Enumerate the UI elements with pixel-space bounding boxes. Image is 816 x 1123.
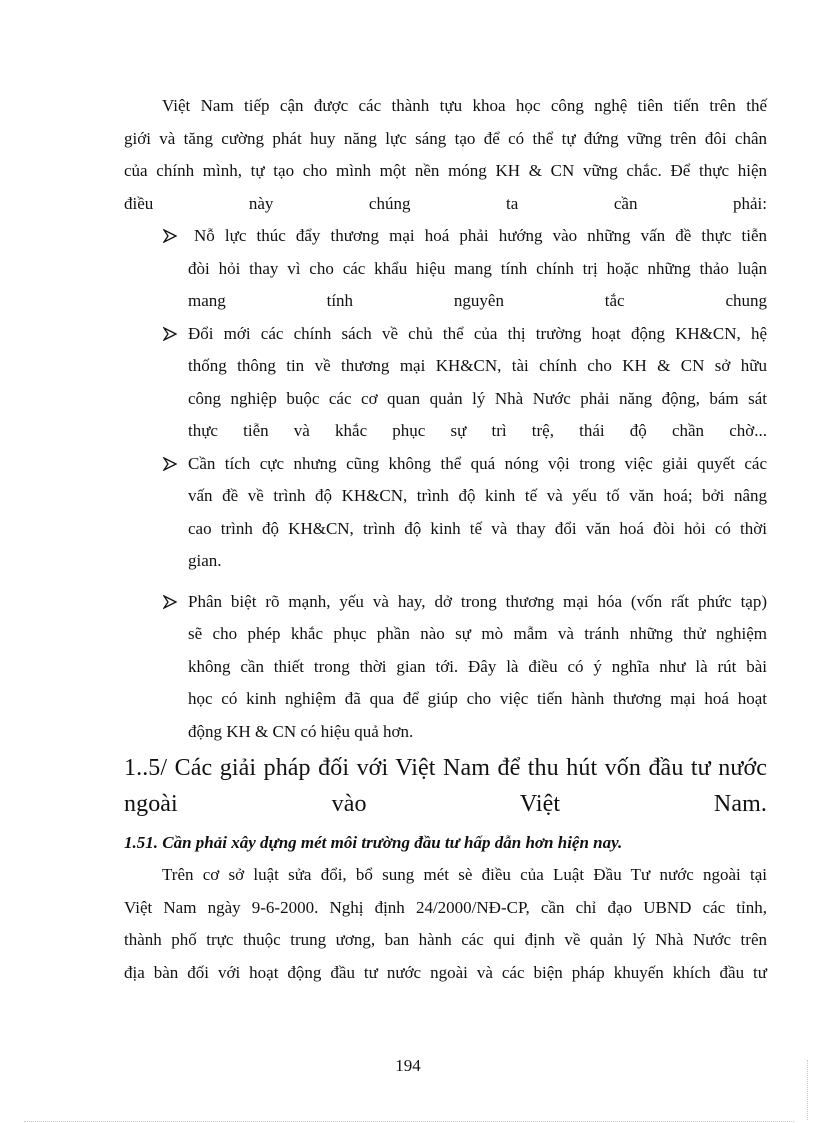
section-heading — [124, 750, 767, 822]
bullet-line: thực tiễn và khắc phục sự trì trệ, thái độ chần chờ... — [188, 421, 767, 440]
intro-paragraph — [124, 90, 767, 220]
section-heading-line-1: 1..5/ Các giải pháp đối với Việt Nam để thu hút vốn đầu tư nước — [124, 755, 767, 781]
bullet-line: thống thông tin về thương mại KH&CN, tài chính cho KH & CN sở hữu — [188, 356, 767, 375]
intro-line-4: điều này chúng ta cần phải: — [124, 193, 767, 213]
bullet-line: công nghiệp buộc các cơ quan quản lý Nhà Nước phải năng động, bám sát — [188, 388, 767, 408]
bullet-line: Phân biệt rõ mạnh, yếu và hay, dở trong thương mại hóa (vốn rất phức tạp) — [188, 591, 767, 611]
page-number: 194 — [395, 1056, 421, 1075]
arrowhead-bullet-icon — [162, 318, 180, 351]
bullet-line: đòi hỏi thay vì cho các khẩu hiệu mang tính chính trị hoặc những thảo luận — [188, 258, 767, 278]
subsection-heading: 1.51. Cần phải xây dựng mét môi trường đầu tư hấp dẫn hơn hiện nay. — [124, 833, 623, 852]
section-heading-line-2: ngoài vào Việt Nam. — [124, 791, 767, 817]
intro-line-1: Việt Nam tiếp cận được các thành tựu khoa học công nghệ tiên tiến trên thế — [162, 96, 767, 115]
bullet-line: học có kinh nghiệm đã qua để giúp cho việc tiến hành thương mại hoá hoạt — [188, 689, 767, 708]
bullet-list — [124, 220, 767, 748]
bullet-line: gian. — [188, 551, 222, 570]
bullet-item — [124, 220, 767, 318]
body-line-3: thành phố trực thuộc trung ương, ban hành các qui định về quản lý Nhà Nước trên — [124, 930, 767, 949]
page-content — [124, 90, 767, 989]
bullet-line: không cần thiết trong thời gian tới. Đây là điều có ý nghĩa như là rút bài — [188, 656, 767, 676]
bullet-item — [124, 586, 767, 749]
arrowhead-bullet-icon — [162, 220, 180, 253]
bullet-line: cao trình độ KH&CN, trình độ kinh tế và thay đổi văn hoá đòi hỏi có thời — [188, 518, 767, 538]
body-line-1: Trên cơ sở luật sửa đổi, bổ sung mét sè điều của Luật Đầu Tư nước ngoài tại — [162, 865, 767, 884]
bullet-line: vấn đề về trình độ KH&CN, trình độ kinh tế và yếu tố văn hoá; bởi nâng — [188, 486, 767, 505]
bullet-line: Cần tích cực nhưng cũng không thể quá nóng vội trong việc giải quyết các — [188, 453, 767, 473]
arrowhead-bullet-icon — [162, 448, 180, 481]
bullet-item — [124, 448, 767, 578]
arrowhead-bullet-icon — [162, 586, 180, 619]
margin-divider — [807, 1060, 808, 1120]
body-line-2: Việt Nam ngày 9-6-2000. Nghị định 24/2000/NĐ-CP, cần chỉ đạo UBND các tỉnh, — [124, 897, 767, 917]
intro-line-3: của chính mình, tự tạo cho mình một nền móng KH & CN vững chắc. Để thực hiện — [124, 161, 767, 180]
intro-line-2: giới và tăng cường phát huy năng lực sáng tạo để có thể tự đứng vững trên đôi chân — [124, 128, 767, 148]
bullet-item — [124, 318, 767, 448]
bullet-line: Nỗ lực thúc đẩy thương mại hoá phải hướng vào những vấn đề thực tiễn — [194, 226, 767, 245]
bullet-line: mang tính nguyên tắc chung — [188, 291, 767, 310]
body-line-4: địa bàn đối với hoạt động đầu tư nước ngoài và các biện pháp khuyến khích đầu tư — [124, 962, 767, 982]
footer-divider — [24, 1121, 794, 1122]
bullet-line: Đổi mới các chính sách về chủ thể của thị trường hoạt động KH&CN, hệ — [188, 323, 767, 343]
bullet-line: sẽ cho phép khắc phục phần nào sự mò mẫm và tránh những thử nghiệm — [188, 624, 767, 643]
body-paragraph — [124, 859, 767, 989]
bullet-line: động KH & CN có hiệu quả hơn. — [188, 721, 414, 741]
